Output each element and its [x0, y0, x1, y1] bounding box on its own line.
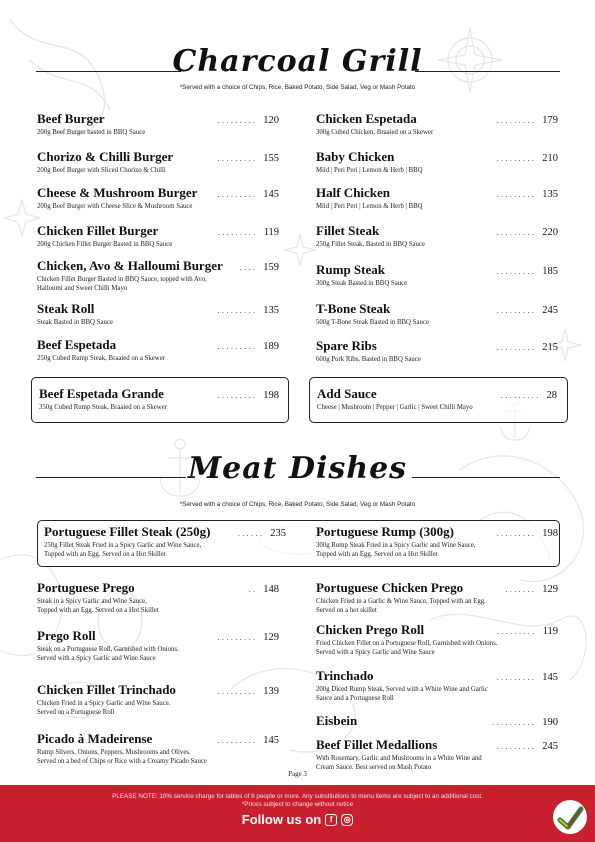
- item-description: 300g Cubed Chicken, Braaied on a Skewer: [316, 129, 434, 136]
- item-name: T-Bone Steak: [316, 301, 391, 316]
- item-price: 145: [263, 735, 279, 746]
- menu-item: [316, 149, 558, 175]
- item-name: Chicken, Avo & Halloumi Burger: [37, 258, 223, 273]
- menu-item: [316, 668, 558, 703]
- leader-dots: .........: [500, 391, 541, 400]
- menu-item: [39, 386, 279, 412]
- item-name: Baby Chicken: [316, 149, 395, 164]
- item-name: Rump Steak: [316, 262, 385, 277]
- page-number: Page 3: [288, 770, 307, 778]
- leader-dots: .........: [217, 306, 258, 315]
- item-description: Steak in a Spicy Garlic and Wine Sauce, Topped with an Egg. Served on a Hot Skillet: [37, 598, 159, 615]
- item-description: 250g Cubed Rump Steak, Braaied on a Skewer: [37, 355, 165, 362]
- leader-dots: .........: [496, 228, 537, 237]
- item-name: Chicken Prego Roll: [316, 622, 425, 637]
- menu-item: [37, 682, 279, 717]
- item-description: 500g T-Bone Steak Basted in BBQ Sauce: [316, 319, 429, 326]
- section-title-charcoal-grill: Charcoal Grill: [172, 44, 423, 79]
- item-price: 198: [542, 528, 558, 539]
- follow-us: [242, 812, 353, 827]
- menu-item: [316, 111, 558, 137]
- item-description: 200g Beef Burger with Sliced Chorizo & Chilli: [37, 167, 166, 174]
- menu-item: [316, 580, 558, 615]
- item-price: 185: [542, 266, 558, 277]
- item-price: 135: [263, 305, 279, 316]
- menu-item: [37, 337, 279, 363]
- leader-dots: .........: [496, 267, 537, 276]
- item-price: 145: [263, 189, 279, 200]
- item-description: Cheese | Mushroom | Pepper | Garlic | Sweet Chilli Mayo: [317, 404, 473, 411]
- item-name: Steak Roll: [37, 301, 95, 316]
- item-price: 119: [542, 626, 558, 637]
- facebook-icon[interactable]: f: [325, 814, 337, 826]
- item-price: 155: [263, 153, 279, 164]
- item-price: 28: [546, 390, 557, 401]
- item-price: 189: [263, 341, 279, 352]
- item-name: Portuguese Fillet Steak (250g): [44, 524, 211, 539]
- item-name: Portuguese Prego: [37, 580, 135, 595]
- item-name: Spare Ribs: [316, 338, 377, 353]
- menu-item: [37, 628, 279, 663]
- leader-dots: .......: [505, 585, 537, 594]
- item-description: 250g Fillet Steak Fried in a Spicy Garlic and Wine Sauce, Topped with an Egg. Served on a Hot Skillet: [44, 542, 202, 559]
- price-note: *Prices subject to change without notice: [241, 801, 354, 808]
- leader-dots: .........: [496, 306, 537, 315]
- item-name: Eisbein: [316, 713, 358, 728]
- item-description: 200g Beef Burger basted in BBQ Sauce: [37, 129, 146, 136]
- service-charge-note: PLEASE NOTE: 10% service charge for tables of 8 people or more. Any substitutions to menu items are subject to an additional cost.: [112, 793, 483, 800]
- leader-dots: ....: [239, 263, 258, 272]
- follow-us-label: Follow us on: [241, 812, 322, 827]
- item-price: 129: [542, 584, 558, 595]
- leader-dots: .........: [217, 391, 258, 400]
- leader-dots: .........: [217, 154, 258, 163]
- item-price: 135: [542, 189, 558, 200]
- item-description: 300g Steak Basted in BBQ Sauce: [316, 280, 408, 287]
- leader-dots: .........: [217, 633, 258, 642]
- item-description: 200g Diced Rump Steak, Served with a White Wine and Garlic Sauce and a Portuguese Roll: [316, 686, 488, 703]
- leader-dots: .........: [496, 673, 537, 682]
- leader-dots: .........: [496, 343, 537, 352]
- section-note: *Served with a choice of Chips, Rice, Baked Potato, Side Salad, Veg or Mash Potato: [179, 501, 416, 508]
- leader-dots: .........: [496, 742, 537, 751]
- leader-dots: .........: [217, 736, 258, 745]
- item-name: Chicken Espetada: [316, 111, 417, 126]
- menu-item: [316, 622, 558, 657]
- item-description: Chicken Fried in a Spicy Garlic and Wine Sauce. Served on a Portuguese Roll: [37, 700, 171, 717]
- menu-item: [316, 524, 558, 559]
- section-title-meat-dishes: Meat Dishes: [187, 451, 408, 486]
- item-name: Chicken Fillet Trinchado: [37, 682, 176, 697]
- item-description: 300g Rump Steak Fried in a Spicy Garlic and Wine Sauce, Topped with an Egg. Served on a Hot Skillet: [316, 542, 476, 559]
- menu-item: [37, 258, 279, 293]
- leader-dots: .........: [217, 687, 258, 696]
- item-name: Half Chicken: [316, 185, 391, 200]
- item-description: 350g Cubed Rump Steak, Braaied on a Skewer: [39, 404, 167, 411]
- item-description: Fried Chicken Fillet on a Portuguese Roll, Garnished with Onions. Served with a Spicy Garlic and Wine Sauce: [316, 640, 498, 657]
- item-name: Picado à Madeirense: [37, 731, 153, 746]
- leader-dots: ......: [237, 529, 265, 538]
- item-price: 245: [542, 305, 558, 316]
- item-price: 215: [542, 342, 558, 353]
- item-description: Rump Slivers, Onions, Peppers, Mushrooms and Olives. Served on a bed of Chips or Rice with a Creamy Picado Sauce: [37, 749, 207, 766]
- item-price: 179: [542, 115, 558, 126]
- item-price: 148: [263, 584, 279, 595]
- item-description: 200g Beef Burger with Cheese Slice & Mushroom Sauce: [37, 203, 193, 210]
- item-price: 120: [263, 115, 279, 126]
- item-description: Chicken Fillet Burger Basted in BBQ Sauce, topped with Avo, Halloumi and Sweet Chilli Mayo: [37, 276, 207, 293]
- item-name: Chorizo & Chilli Burger: [37, 149, 174, 164]
- item-name: Trinchado: [316, 668, 374, 683]
- item-name: Portuguese Chicken Prego: [316, 580, 464, 595]
- leader-dots: ..........: [492, 718, 537, 727]
- menu-item: [37, 149, 279, 175]
- leader-dots: .........: [496, 529, 537, 538]
- item-name: Fillet Steak: [316, 223, 380, 238]
- leader-dots: .........: [496, 154, 537, 163]
- item-description: 250g Fillet Steak, Basted in BBQ Sauce: [316, 241, 425, 248]
- item-description: With Rosemary, Garlic and Mushrooms in a White Wine and Cream Sauce. Best served on Mash Potato: [316, 755, 482, 772]
- leader-dots: .........: [217, 190, 258, 199]
- menu-item: [316, 338, 558, 364]
- menu-item: [37, 580, 279, 615]
- item-name: Beef Espetada: [37, 337, 117, 352]
- menu-item: [44, 524, 286, 559]
- item-description: Steak on a Portuguese Roll, Garnished with Onions. Served with a Spicy Garlic and Wine Sauce: [37, 646, 179, 663]
- menu-item: [37, 111, 279, 137]
- menu-item: [316, 737, 558, 772]
- menu-item: [316, 713, 558, 729]
- leader-dots: .........: [217, 228, 258, 237]
- footer-bar: [0, 785, 595, 842]
- leader-dots: .........: [496, 190, 537, 199]
- section-note: *Served with a choice of Chips, Rice, Baked Potato, Side Salad, Veg or Mash Potato: [179, 84, 416, 91]
- item-name: Chicken Fillet Burger: [37, 223, 159, 238]
- item-name: Cheese & Mushroom Burger: [37, 185, 198, 200]
- menu-item: [37, 185, 279, 211]
- item-price: 145: [542, 672, 558, 683]
- leader-dots: .........: [217, 342, 258, 351]
- item-name: Beef Espetada Grande: [39, 386, 164, 401]
- menu-item: [316, 185, 558, 211]
- item-name: Add Sauce: [317, 386, 377, 401]
- item-price: 119: [263, 227, 279, 238]
- item-price: 210: [542, 153, 558, 164]
- item-price: 220: [542, 227, 558, 238]
- item-price: 139: [263, 686, 279, 697]
- item-price: 190: [542, 717, 558, 728]
- item-description: Steak Basted in BBQ Sauce: [37, 319, 113, 326]
- item-description: Mild | Peri Peri | Lemon & Herb | BBQ: [316, 203, 423, 210]
- menu-item: [37, 223, 279, 249]
- item-price: 159: [263, 262, 279, 273]
- item-name: Prego Roll: [37, 628, 96, 643]
- leader-dots: .........: [496, 627, 537, 636]
- menu-item: [316, 262, 558, 288]
- item-name: Beef Burger: [37, 111, 105, 126]
- menu-item: [316, 301, 558, 327]
- item-price: 198: [263, 390, 279, 401]
- item-name: Portuguese Rump (300g): [316, 524, 454, 539]
- menu-item: [37, 301, 279, 327]
- leader-dots: .........: [496, 116, 537, 125]
- leader-dots: .........: [217, 116, 258, 125]
- item-description: 200g Chicken Fillet Burger Basted in BBQ Sauce: [37, 241, 173, 248]
- menu-item: [37, 731, 279, 766]
- item-description: 600g Pork Ribs, Basted in BBQ Sauce: [316, 356, 421, 363]
- leader-dots: ..: [248, 585, 258, 594]
- menu-item: [316, 223, 558, 249]
- proudly-south-african-logo: [551, 798, 589, 836]
- item-name: Beef Fillet Medallions: [316, 737, 438, 752]
- item-price: 245: [542, 741, 558, 752]
- menu-item: [317, 386, 557, 412]
- item-price: 235: [270, 528, 286, 539]
- item-description: Chicken Fried in a Garlic & Wine Sauce, Topped with an Egg. Served on a hot skillet: [316, 598, 486, 615]
- instagram-icon[interactable]: ◎: [341, 814, 353, 826]
- item-price: 129: [263, 632, 279, 643]
- item-description: Mild | Peri Peri | Lemon & Herb | BBQ: [316, 167, 423, 174]
